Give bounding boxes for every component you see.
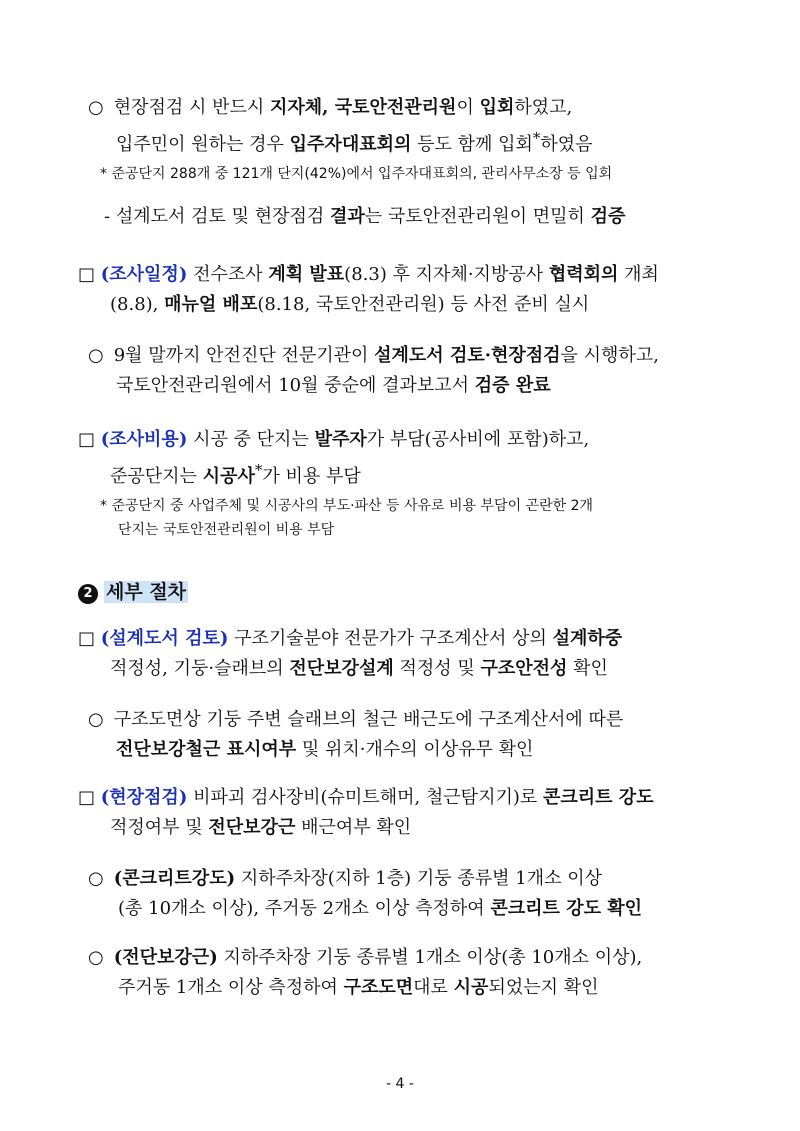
section-title: 세부 절차: [106, 581, 187, 603]
square-bullet: □: [78, 787, 96, 808]
circle-bullet: ○: [88, 709, 104, 730]
emphasis: 전단보강설계: [289, 658, 394, 679]
text: 하였고,: [514, 97, 573, 118]
emphasis: (콘크리트강도): [113, 868, 236, 889]
page-number: - 4 -: [386, 1076, 414, 1092]
emphasis: 콘크리트 강도 확인: [490, 898, 643, 919]
emphasis: (전단보강근): [113, 947, 218, 968]
text: (8.3) 후 지자체·지방공사: [344, 264, 549, 285]
text: 및 위치·개수의 이상유무 확인: [296, 739, 534, 760]
square-bullet: □: [78, 429, 96, 450]
text: 을 시행하고,: [560, 345, 659, 366]
section-label: (조사일정): [100, 264, 188, 285]
square-bullet-line: [78, 263, 659, 287]
emphasis: 검증: [590, 206, 626, 227]
text: 준공단지 중 사업주체 및 시공사의 부도·파산 등 사유로 비용 부담이 곤란한 2개: [111, 498, 594, 514]
section-number: 2: [78, 584, 98, 604]
emphasis: 구조안전성: [480, 658, 568, 679]
dash-mark: -: [104, 206, 111, 227]
text: 비파괴 검사장비(슈미트해머, 철근탐지기)로: [187, 787, 543, 808]
text: 대로: [413, 977, 454, 998]
text: 이: [456, 97, 480, 118]
text: (8.18, 국토안전관리원) 등 사전 준비 실시: [257, 294, 590, 315]
square-bullet: □: [78, 628, 96, 649]
bullet-line-cont: [118, 897, 642, 921]
text: 지하주차장(지하 1층) 기둥 종류별 1개소 이상: [235, 868, 602, 889]
emphasis: 전단보강근: [208, 817, 296, 838]
footnote-cont: [118, 520, 334, 540]
circle-bullet: ○: [88, 868, 104, 889]
square-bullet-line: [78, 428, 589, 452]
text: 지하주차장 기둥 종류별 1개소 이상(총 10개소 이상),: [217, 947, 643, 968]
text: 준공단지 288개 중 121개 단지(42%)에서 입주자대표회의, 관리사무소장 등 입회: [111, 166, 613, 182]
text: 가 부담(공사비에 포함)하고,: [366, 429, 590, 450]
square-bullet-line-cont: [110, 293, 589, 317]
text: 되었는지 확인: [488, 977, 599, 998]
text: 적정여부 및: [110, 817, 209, 838]
text: 배근여부 확인: [295, 817, 412, 838]
emphasis: 입주자대표회의: [289, 134, 412, 155]
text: 하였음: [540, 134, 593, 155]
text: 구조도면상 기둥 주변 슬래브의 철근 배근도에 구조계산서에 따른: [113, 709, 624, 730]
emphasis: 지자체, 국토안전관리원: [270, 97, 457, 118]
emphasis: 설계하중: [552, 628, 623, 649]
emphasis: 전단보강철근 표시여부: [116, 739, 297, 760]
bullet-line-cont: [118, 976, 599, 1000]
emphasis: 설계도서 검토·현장점검: [374, 345, 561, 366]
text: 는 국토안전관리원이 면밀히: [364, 206, 591, 227]
text: 적정성, 기둥·슬래브의: [110, 658, 290, 679]
text: 구조기술분야 전문가가 구조계산서 상의: [228, 628, 553, 649]
bullet-line: [88, 344, 659, 368]
dash-line: [104, 205, 625, 229]
footnote: [100, 496, 593, 516]
emphasis: 시공사: [202, 466, 255, 487]
bullet-line: [88, 867, 602, 891]
section-label: (조사비용): [100, 429, 188, 450]
section-heading: [78, 577, 188, 604]
text: 설계도서 검토 및 현장점검: [115, 206, 330, 227]
text: 전수조사: [187, 264, 269, 285]
circle-bullet: ○: [88, 345, 104, 366]
text: 9월 말까지 안전진단 전문기관이: [113, 345, 375, 366]
emphasis: 콘크리트 강도: [542, 787, 654, 808]
text: 시공 중 단지는: [187, 429, 315, 450]
star-mark: *: [100, 166, 107, 182]
square-bullet-line-cont: [110, 458, 361, 489]
footnote-mark: *: [532, 129, 541, 147]
bullet-line-cont: [116, 126, 593, 157]
emphasis: 결과: [329, 206, 365, 227]
footnote: [100, 164, 612, 184]
circle-bullet: ○: [88, 97, 104, 118]
text: 가 비용 부담: [262, 466, 361, 487]
footnote-mark: *: [254, 461, 263, 479]
square-bullet-line-cont: [110, 657, 608, 681]
circle-bullet: ○: [88, 947, 104, 968]
square-bullet-line: [78, 627, 622, 651]
text: 국토안전관리원에서 10월 중순에 결과보고서: [116, 375, 475, 396]
text: 주거동 1개소 이상 측정하여: [118, 977, 344, 998]
square-bullet: □: [78, 264, 96, 285]
section-label: (현장점검): [100, 787, 188, 808]
text: 확인: [567, 658, 608, 679]
text: 적정성 및: [393, 658, 481, 679]
emphasis: 구조도면: [343, 977, 414, 998]
star-mark: *: [100, 498, 107, 514]
square-bullet-line: [78, 786, 654, 810]
text: (총 10개소 이상), 주거동 2개소 이상 측정하여: [118, 898, 491, 919]
emphasis: 매뉴얼 배포: [164, 294, 258, 315]
emphasis: 시공: [453, 977, 489, 998]
emphasis: 입회: [479, 97, 515, 118]
text: (8.8),: [110, 294, 165, 315]
bullet-line: [88, 708, 623, 732]
bullet-line-cont: [116, 374, 551, 398]
text: 개최: [618, 264, 659, 285]
emphasis: 계획 발표: [268, 264, 345, 285]
emphasis: 발주자: [314, 429, 367, 450]
square-bullet-line-cont: [110, 816, 411, 840]
emphasis: 검증 완료: [474, 375, 551, 396]
section-label: (설계도서 검토): [100, 628, 229, 649]
emphasis: 협력회의: [548, 264, 619, 285]
bullet-line: [88, 946, 642, 970]
bullet-line-cont: [116, 738, 533, 762]
text: 단지는 국토안전관리원이 비용 부담: [118, 522, 335, 538]
text: 등도 함께 입회: [411, 134, 533, 155]
text: 현장점검 시 반드시: [113, 97, 271, 118]
bullet-line: [88, 96, 572, 120]
text: 입주민이 원하는 경우: [116, 134, 290, 155]
text: 준공단지는: [110, 466, 203, 487]
